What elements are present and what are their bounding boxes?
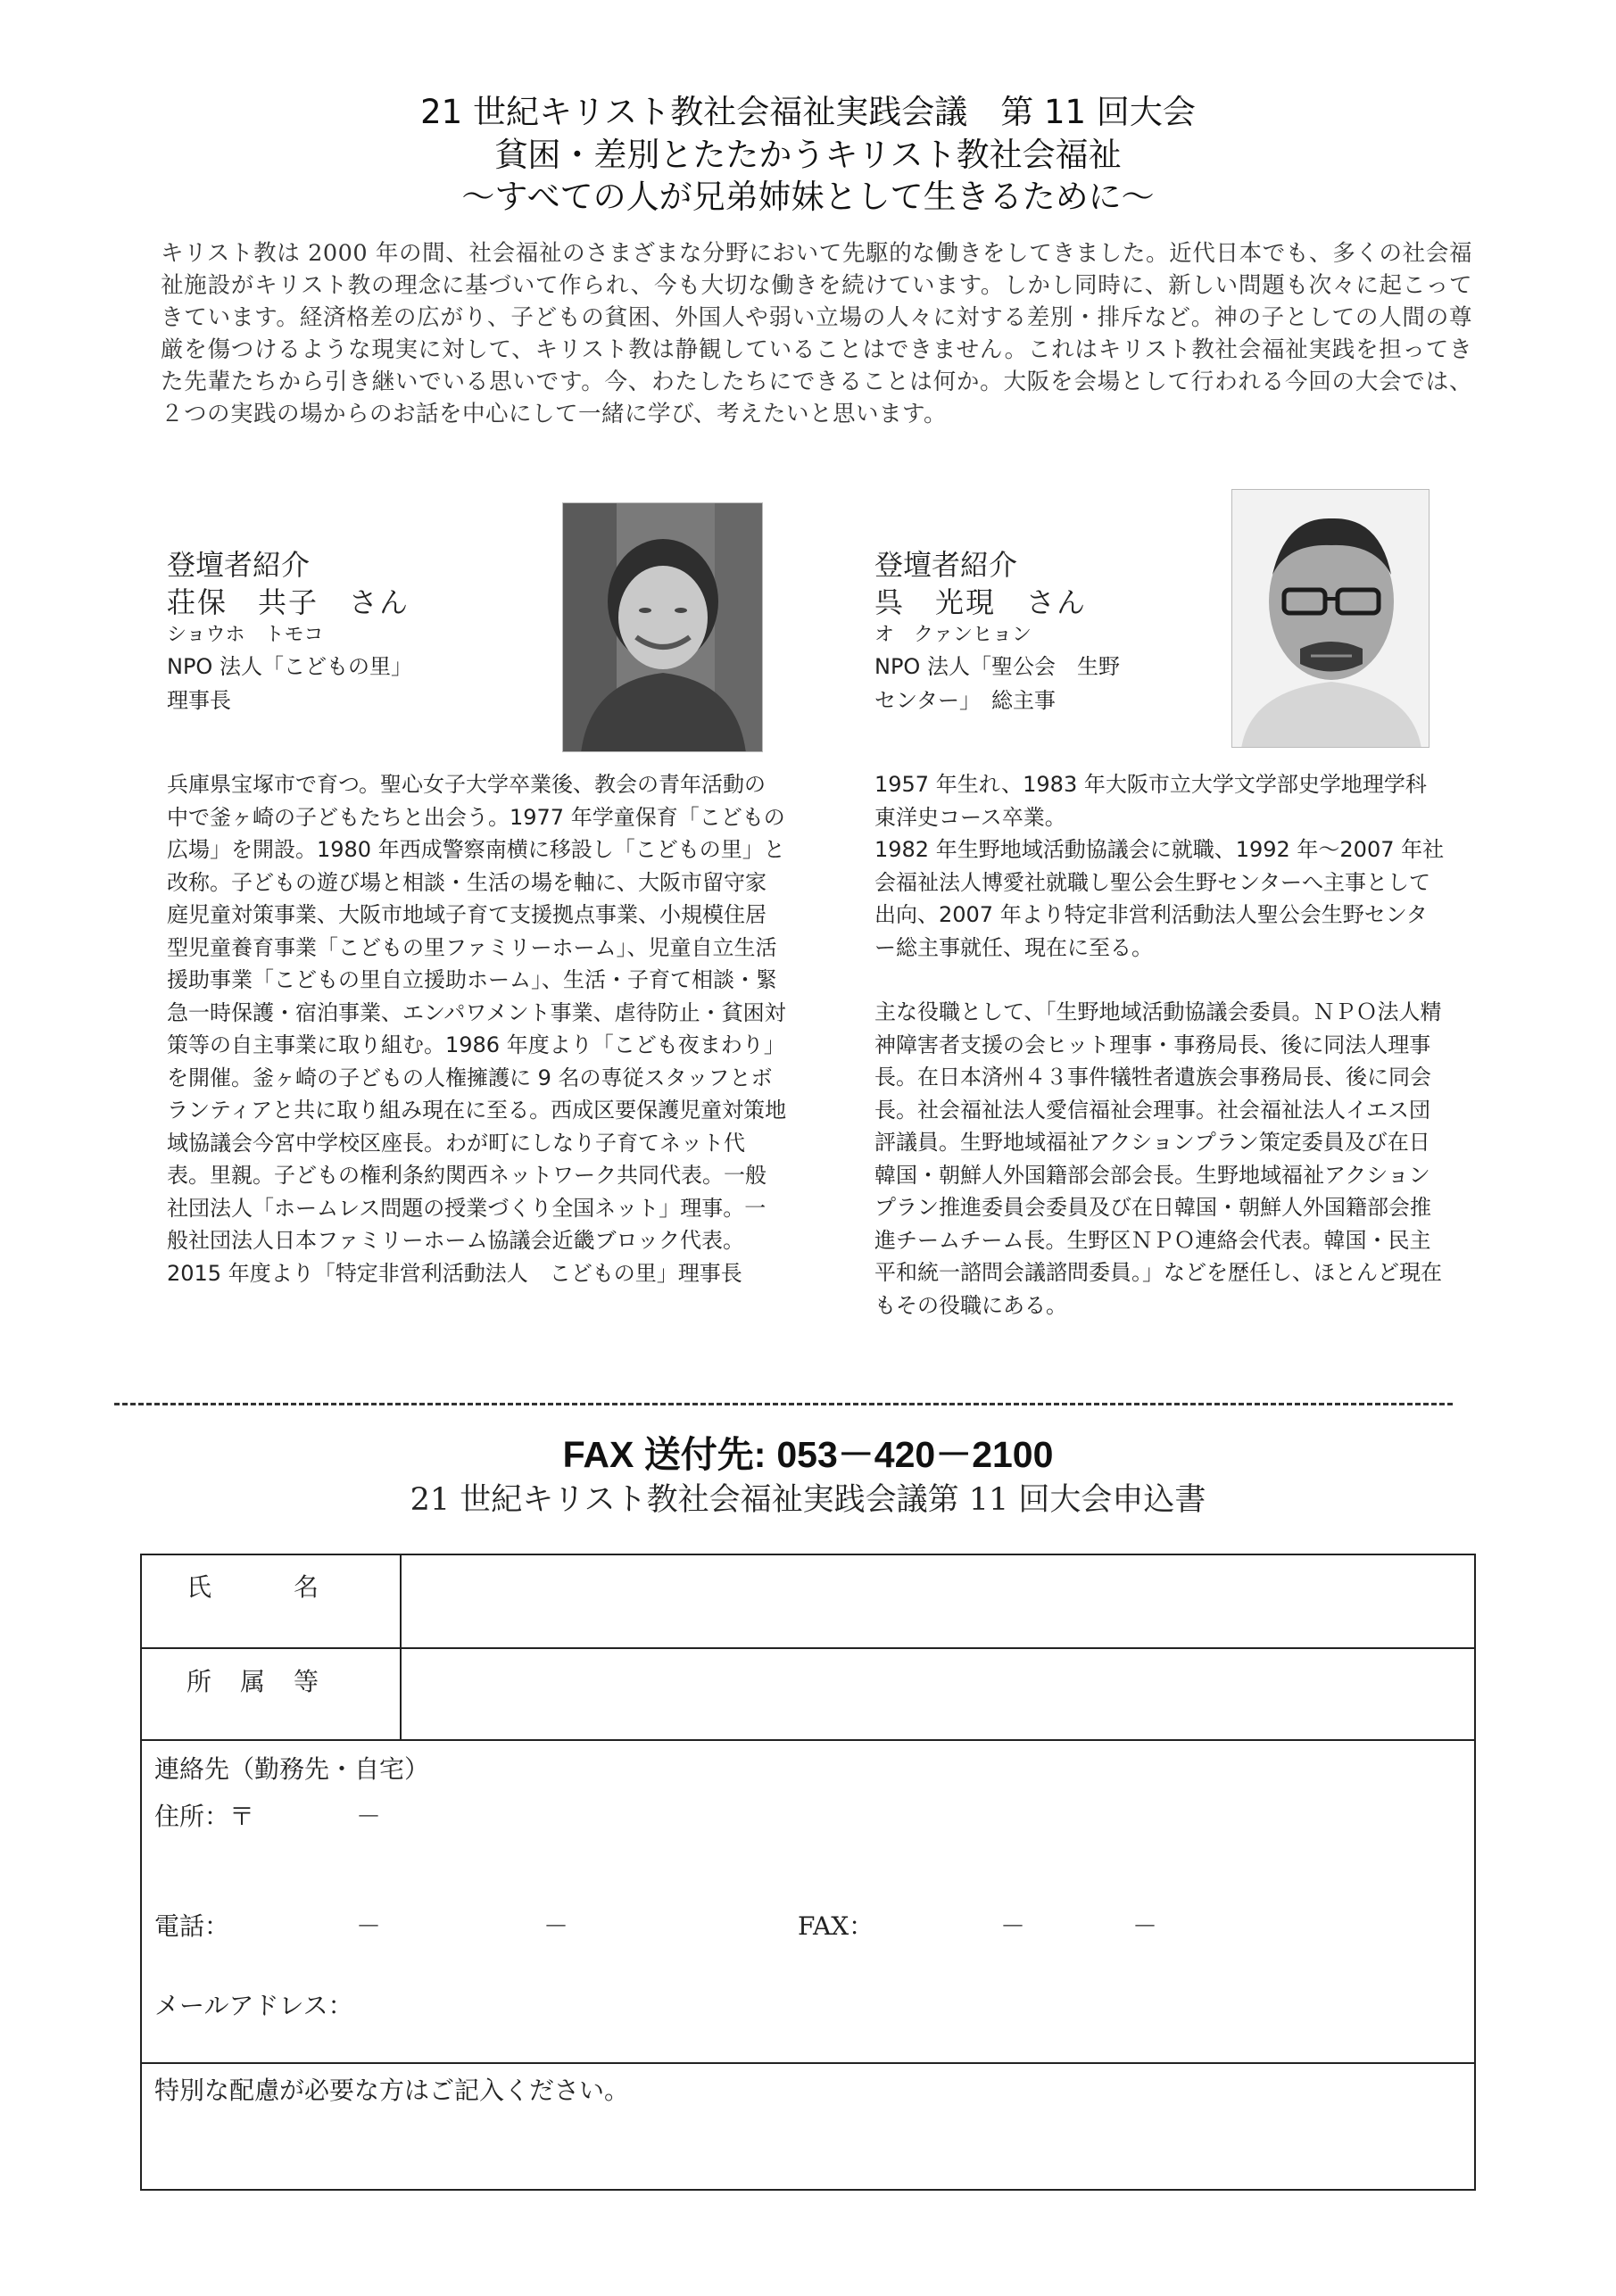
speaker-2-org: NPO 法人「聖公会 生野 [874,654,1120,679]
speaker-2-bio [874,768,1446,1322]
address-field[interactable] [276,1796,1463,1903]
phone-label: 電話： [154,1911,230,1941]
fax-field[interactable] [891,1905,1463,1946]
speaker-1-kana: ショウホ トモコ [167,624,324,646]
speaker-1-bio [167,768,787,1289]
phone-dash-1: － [356,1911,382,1941]
form-title: 21 世紀キリスト教社会福祉実践会議第 11 回大会申込書 [410,1482,1206,1518]
email-field[interactable] [374,1984,1463,2055]
speaker-2-info [874,546,1231,717]
fax-number: 053－420－2100 [776,1434,1054,1475]
fax-dash-2: － [1132,1911,1158,1941]
address-postal-dash: － [356,1802,382,1831]
speaker-2-kana: オ クァンヒョン [874,624,1032,646]
address-label: 住所：〒 [154,1802,255,1831]
special-needs-field[interactable] [154,2110,1462,2187]
speaker-2-portrait [1232,490,1430,748]
speaker-2-name: 呉 光現 さん [874,585,1088,619]
speaker-1-name: 荘保 共子 さん [167,585,410,619]
title-line-1: 21 世紀キリスト教社会福祉実践会議 第 11 回大会 [420,93,1196,131]
special-needs-label: 特別な配慮が必要な方はご記入ください。 [154,2076,630,2105]
speaker-2-heading: 登壇者紹介 [874,548,1018,582]
title-line-3: ～すべての人が兄弟姉妹として生きるために～ [461,178,1155,216]
cut-line-divider [114,1403,1453,1405]
speaker-2-bio-3: 主な役職として、「生野地域活動協議会委員。ＮＰＯ法人精神障害者支援の会ヒット理事・事務局長、後に同法人理事長。在日本済州４３事件犠牲者遺族会事務局長、後に同会長。社会福祉法人愛信福祉会理事。社会福祉法人イエス団評議員。生野地域福祉アクションプラン策定委員及び在日韓国・朝鮮人外国籍部会部会長。生野地域福祉アクションプラン推進委員会委員及び在日韓国・朝鮮人外国籍部会推進チームチーム長。生野区ＮＰＯ連絡会代表。韓国・民主平和統一諮問会議諮問委員。」などを歴任し、ほとんど現在もその役職にある。 [874,999,1442,1318]
application-form [140,1554,1476,2191]
phone-field[interactable] [240,1905,820,1946]
name-field[interactable] [402,1555,1473,1646]
fax-destination [0,1432,1616,1477]
affiliation-field[interactable] [402,1649,1473,1738]
affiliation-label: 所 属 等 [186,1667,321,1696]
speaker-2-bio-1: 1957 年生れ、1983 年大阪市立大学文学部史学地理学科東洋史コース卒業。 [874,772,1427,830]
speaker-1-bio-text: 兵庫県宝塚市で育つ。聖心女子大学卒業後、教会の青年活動の中で釜ヶ崎の子どもたちと出会う。1977 年学童保育「こどもの広場」を開設。1980 年西成警察南横に移設し「こどもの里」と改称。子どもの遊び場と相談・生活の場を軸に、大阪市留守家庭児童対策事業、大阪市地域子育て支援拠点事業、小規模住居型児童養育事業「こどもの里ファミリーホーム」、児童自立生活援助事業「こどもの里自立援助ホーム」、生活・子育て相談・緊急一時保護・宿泊事業、エンパワメント事業、虐待防止・貧困対策等の自主事業に取り組む。1986 年度より「こども夜まわり」を開催。釜ヶ崎の子どもの人権擁護に 9 名の専従スタッフとボランティアと共に取り組み現在に至る。西成区要保護児童対策地域協議会今宮中学校区座長。わが町にしなり子育てネット代表。里親。子どもの権利条約関西ネットワーク共同代表。一般社団法人「ホームレス問題の授業づくり全国ネット」理事。一般社団法人日本ファミリーホーム協議会近畿ブロック代表。2015 年度より「特定非営利活動法人 こどもの里」理事長 [167,772,787,1286]
phone-dash-2: － [543,1911,569,1941]
speaker-1-heading: 登壇者紹介 [167,548,311,582]
speaker-1-title: 理事長 [167,688,231,713]
fax-dash-1: － [1000,1911,1026,1941]
speaker-2-title: センター」 総主事 [874,688,1057,713]
speaker-1-org: NPO 法人「こどもの里」 [167,654,412,679]
name-label: 氏 名 [186,1572,321,1602]
intro-text: キリスト教は 2000 年の間、社会福祉のさまざまな分野において先駆的な働きをしてきました。近代日本でも、多くの社会福祉施設がキリスト教の理念に基づいて作られ、今も大切な働きを続けています。しかし同時に、新しい問題も次々に起こってきています。経済格差の広がり、子どもの貧困、外国人や弱い立場の人々に対する差別・排斥など。神の子としての人間の尊厳を傷つけるような現実に対して、キリスト教は静観していることはできません。これはキリスト教社会福祉実践を担ってきた先輩たちから引き継いでいる思いです。今、わたしたちにできることは何か。大阪を会場として行われる今回の大会では、２つの実践の場からのお話を中心にして一緒に学び、考えたいと思います。 [161,240,1472,427]
speaker-2-bio-2: 1982 年生野地域活動協議会に就職、1992 年～2007 年社会福祉法人博愛社就職し聖公会生野センターへ主事として出向、2007 年より特定非営利活動法人聖公会生野センター総主事就任、現在に至る。 [874,837,1445,960]
fax-label: FAX 送付先: [562,1434,767,1475]
speaker-1-info [167,546,542,717]
title-line-2: 貧困・差別とたたかうキリスト教社会福祉 [494,136,1122,174]
intro-paragraph [161,237,1472,430]
speaker-1-portrait [563,503,763,752]
contact-label: 連絡先（勤務先・自宅） [154,1754,430,1784]
fax-field-label: FAX： [798,1911,874,1941]
email-label: メールアドレス： [154,1991,353,2020]
speaker-1-photo [562,502,763,752]
speaker-2-photo [1231,489,1430,748]
